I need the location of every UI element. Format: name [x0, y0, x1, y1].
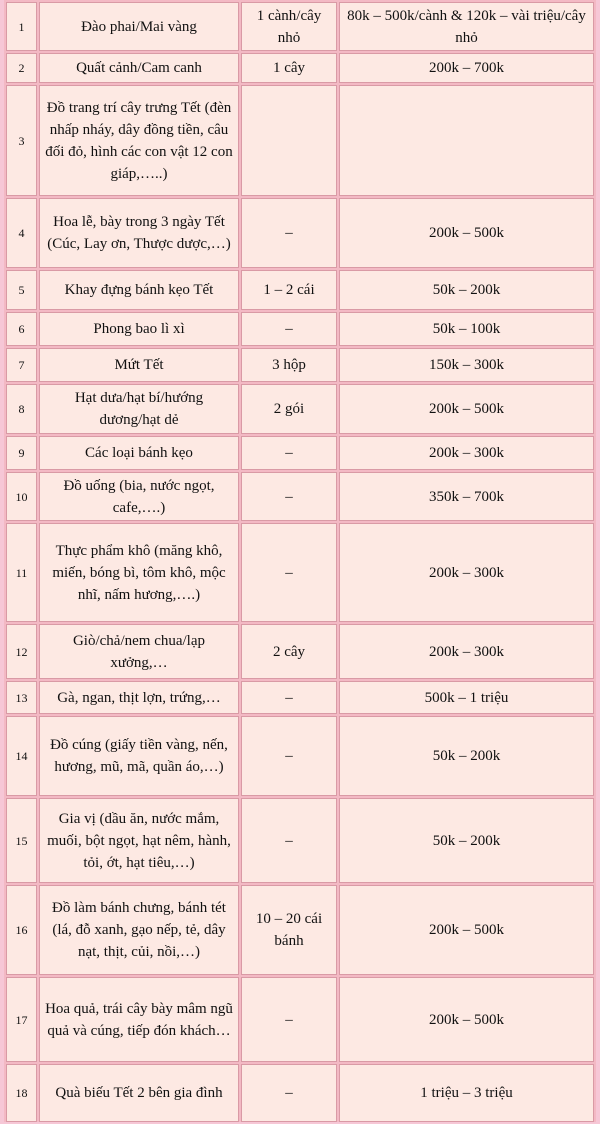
item-cell: Gia vị (dầu ăn, nước mắm, muối, bột ngọt, hạt nêm, hành, tỏi, ớt, hạt tiêu,…): [39, 798, 239, 883]
price-cell: 200k – 500k: [339, 885, 594, 975]
table-row: [6, 85, 594, 196]
quantity-cell: –: [241, 198, 337, 268]
quantity-cell: –: [241, 977, 337, 1062]
table-row: [6, 348, 594, 382]
table-row: [6, 624, 594, 679]
row-number: 18: [6, 1064, 37, 1122]
item-cell: Gà, ngan, thịt lợn, trứng,…: [39, 681, 239, 714]
row-number: 9: [6, 436, 37, 470]
table-row: [6, 312, 594, 346]
quantity-cell: 2 cây: [241, 624, 337, 679]
item-cell: Quất cảnh/Cam canh: [39, 53, 239, 83]
row-number: 11: [6, 523, 37, 622]
item-cell: Các loại bánh kẹo: [39, 436, 239, 470]
table-row: [6, 1064, 594, 1122]
price-cell: 1 triệu – 3 triệu: [339, 1064, 594, 1122]
quantity-cell: 1 – 2 cái: [241, 270, 337, 310]
quantity-cell: 3 hộp: [241, 348, 337, 382]
row-number: 16: [6, 885, 37, 975]
item-cell: Quà biếu Tết 2 bên gia đình: [39, 1064, 239, 1122]
row-number: 6: [6, 312, 37, 346]
row-number: 15: [6, 798, 37, 883]
table-row: [6, 716, 594, 796]
item-cell: Hoa quả, trái cây bày mâm ngũ quả và cúng, tiếp đón khách…: [39, 977, 239, 1062]
price-cell: 200k – 300k: [339, 523, 594, 622]
row-number: 8: [6, 384, 37, 434]
row-number: 13: [6, 681, 37, 714]
quantity-cell: –: [241, 312, 337, 346]
table-row: [6, 384, 594, 434]
row-number: 2: [6, 53, 37, 83]
item-cell: Hoa lễ, bày trong 3 ngày Tết (Cúc, Lay ơn, Thược dược,…): [39, 198, 239, 268]
price-cell: 80k – 500k/cành & 120k – vài triệu/cây nhỏ: [339, 2, 594, 51]
item-cell: Đồ trang trí cây trưng Tết (đèn nhấp nháy, dây đồng tiền, câu đối đỏ, hình các con vật 12 con giáp,…..): [39, 85, 239, 196]
table-row: [6, 270, 594, 310]
quantity-cell: [241, 85, 337, 196]
quantity-cell: 1 cành/cây nhỏ: [241, 2, 337, 51]
item-cell: Phong bao lì xì: [39, 312, 239, 346]
table-row: [6, 53, 594, 83]
item-cell: Khay đựng bánh kẹo Tết: [39, 270, 239, 310]
quantity-cell: –: [241, 1064, 337, 1122]
price-cell: 350k – 700k: [339, 472, 594, 521]
quantity-cell: –: [241, 523, 337, 622]
table-row: [6, 523, 594, 622]
table-frame: [4, 0, 596, 1122]
table-row: [6, 2, 594, 51]
item-cell: Đồ làm bánh chưng, bánh tét (lá, đỗ xanh, gạo nếp, tẻ, dây nạt, thịt, củi, nồi,…): [39, 885, 239, 975]
item-cell: Đồ uống (bia, nước ngọt, cafe,….): [39, 472, 239, 521]
table-row: [6, 436, 594, 470]
price-cell: 50k – 200k: [339, 716, 594, 796]
price-cell: 50k – 200k: [339, 798, 594, 883]
quantity-cell: –: [241, 681, 337, 714]
price-cell: 200k – 500k: [339, 977, 594, 1062]
row-number: 14: [6, 716, 37, 796]
price-cell: 200k – 500k: [339, 198, 594, 268]
row-number: 4: [6, 198, 37, 268]
row-number: 5: [6, 270, 37, 310]
price-cell: [339, 85, 594, 196]
table-row: [6, 977, 594, 1062]
item-cell: Thực phẩm khô (măng khô, miến, bóng bì, tôm khô, mộc nhĩ, nấm hương,….): [39, 523, 239, 622]
price-cell: 200k – 700k: [339, 53, 594, 83]
table-row: [6, 798, 594, 883]
price-cell: 500k – 1 triệu: [339, 681, 594, 714]
quantity-cell: 10 – 20 cái bánh: [241, 885, 337, 975]
price-cell: 200k – 300k: [339, 624, 594, 679]
price-cell: 150k – 300k: [339, 348, 594, 382]
tet-shopping-table: [4, 0, 596, 1124]
quantity-cell: –: [241, 798, 337, 883]
price-cell: 200k – 300k: [339, 436, 594, 470]
table-row: [6, 472, 594, 521]
quantity-cell: –: [241, 472, 337, 521]
price-cell: 50k – 100k: [339, 312, 594, 346]
row-number: 10: [6, 472, 37, 521]
table-body: [6, 2, 594, 1122]
price-cell: 200k – 500k: [339, 384, 594, 434]
quantity-cell: –: [241, 716, 337, 796]
quantity-cell: 1 cây: [241, 53, 337, 83]
row-number: 17: [6, 977, 37, 1062]
row-number: 1: [6, 2, 37, 51]
quantity-cell: –: [241, 436, 337, 470]
table-row: [6, 681, 594, 714]
row-number: 12: [6, 624, 37, 679]
table-row: [6, 885, 594, 975]
item-cell: Mứt Tết: [39, 348, 239, 382]
item-cell: Đồ cúng (giấy tiền vàng, nến, hương, mũ, mã, quần áo,…): [39, 716, 239, 796]
quantity-cell: 2 gói: [241, 384, 337, 434]
item-cell: Hạt dưa/hạt bí/hướng dương/hạt dẻ: [39, 384, 239, 434]
row-number: 7: [6, 348, 37, 382]
item-cell: Đào phai/Mai vàng: [39, 2, 239, 51]
table-row: [6, 198, 594, 268]
row-number: 3: [6, 85, 37, 196]
price-cell: 50k – 200k: [339, 270, 594, 310]
item-cell: Giò/chả/nem chua/lạp xưởng,…: [39, 624, 239, 679]
